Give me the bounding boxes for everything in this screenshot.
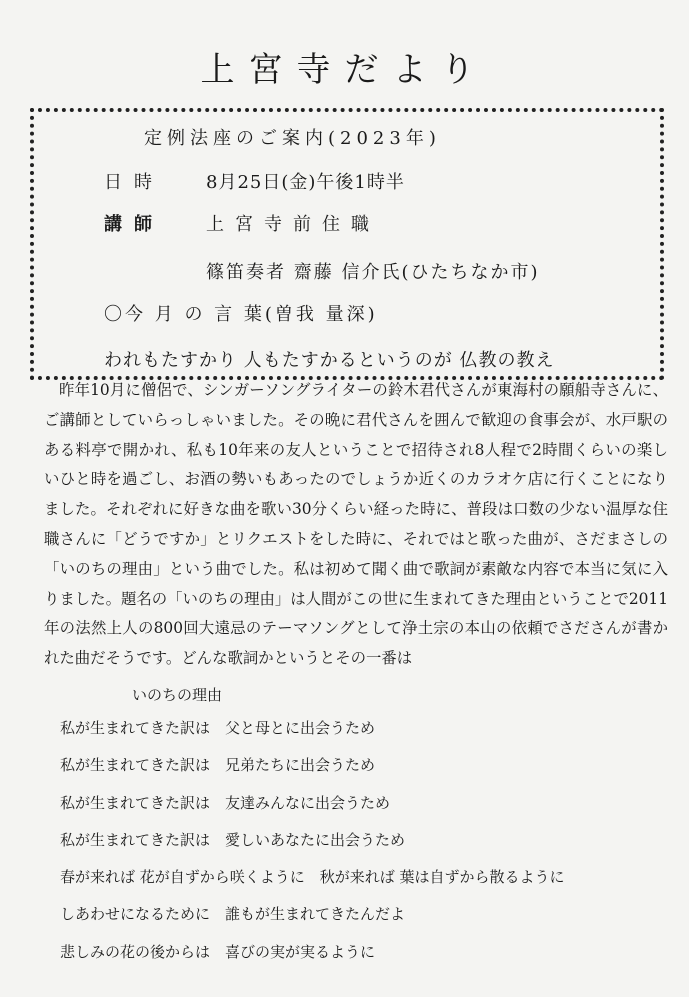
lyrics-list (60, 718, 565, 979)
article-body: 昨年10月に僧侶で、シンガーソングライターの鈴木君代さんが東海村の願船寺さんに、ご講師としていらっしゃいました。その晩に君代さんを囲んで歓迎の食事会が、水戸駅のある料亭で開かれ、私も10年来の友人ということで招待され8人程で2時間くらいの楽しいひと時を過ごし、お酒の勢いもあったのでしょうか近くのカラオケ店に行くことになりました。それぞれに好きな曲を歌い30分くらい経った時に、普段は口数の少ない温厚な住職さんに「どうですか」とリクエストをした時に、それではと歌った曲が、さだまさしの「いのちの理由」という曲でした。私は初めて聞く曲で歌詞が素敵な内容で本当に気に入りました。題名の「いのちの理由」は人間がこの世に生まれてきた理由ということで2011年の法然上人の800回大遠忌のテーマソングとして浄土宗の本山の依頼でさださんが書かれた曲だそうです。どんな歌詞かというとその一番は (44, 381, 669, 668)
lyric-line: 私が生まれてきた訳は 父と母とに出会うため (60, 719, 376, 737)
teaching-quote: われもたすかり 人もたすかるというのが 仏教の教え (104, 350, 555, 371)
words-of-month: 〇今 月 の 言 葉(曽我 量深) (104, 304, 378, 325)
lyric-line: しあわせになるために 誰もが生まれてきたんだよ (60, 905, 406, 924)
lyric-line: 私が生まれてきた訳は 兄弟たちに出会うため (60, 756, 376, 775)
notice-heading: 定例法座のご案内(2023年) (144, 128, 441, 149)
date-value: 8月25日(金)午後1時半 (206, 172, 405, 193)
flute-performer: 篠笛奏者 齋藤 信介氏(ひたちなか市) (206, 262, 540, 283)
lecturer-value: 上宮寺前住職 (206, 214, 380, 235)
date-label: 日時 (104, 172, 164, 193)
newsletter-title: 上宮寺だより (200, 50, 489, 90)
lecturer-label: 講師 (104, 214, 164, 235)
lyric-line: 私が生まれてきた訳は 友達みんなに出会うため (60, 793, 391, 812)
notice-box (30, 108, 664, 380)
song-title: いのちの理由 (132, 686, 223, 704)
lyric-line: 悲しみの花の後からは 喜びの実が実るように (60, 942, 376, 961)
lyric-line: 春が来れば 花が自ずから咲くように 秋が来れば 葉は自ずから散るように (60, 868, 565, 887)
lyric-line: 私が生まれてきた訳は 愛しいあなたに出会うため (60, 830, 406, 849)
